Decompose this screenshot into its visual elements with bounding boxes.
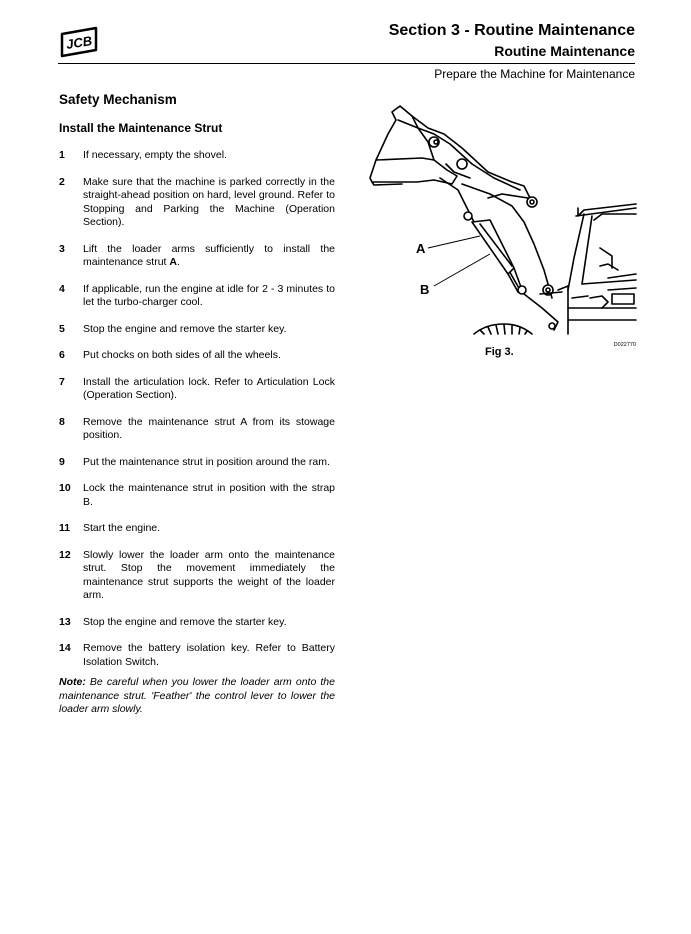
step-text-part: . [176, 256, 180, 268]
callout-b: B [420, 282, 430, 297]
step-text: Stop the engine and remove the starter key. [83, 615, 287, 628]
header-divider [58, 63, 635, 64]
step-6 [59, 349, 335, 363]
loader-arm-strut-illustration-icon [362, 98, 636, 348]
step-number: 13 [59, 615, 71, 628]
step-text: Slowly lower the loader arm onto the maintenance strut. Stop the movement immediately the maintenance strut supports the weight of the loader arm. [83, 548, 335, 601]
step-number: 6 [59, 349, 65, 361]
topic-title: Prepare the Machine for Maintenance [434, 67, 635, 81]
step-number: 11 [59, 522, 71, 534]
procedure-steps [59, 149, 335, 682]
step-number: 8 [59, 415, 65, 428]
subsection-title: Routine Maintenance [494, 43, 635, 59]
step-1 [59, 149, 335, 163]
section-title: Section 3 - Routine Maintenance [388, 22, 635, 39]
step-4 [59, 283, 335, 310]
step-number: 9 [59, 455, 65, 468]
step-9 [59, 456, 335, 470]
step-3 [59, 243, 335, 270]
figure-caption: Fig 3. [485, 346, 514, 358]
step-number: 3 [59, 242, 65, 255]
step-11 [59, 522, 335, 536]
step-text: Put the maintenance strut in position around the ram. [83, 455, 330, 468]
step-8 [59, 416, 335, 443]
note-label: Note: [59, 676, 86, 688]
step-text: Put chocks on both sides of all the wheels. [83, 349, 281, 361]
step-text [83, 243, 335, 270]
step-text: Start the engine. [83, 522, 161, 534]
jcb-logo-icon [58, 25, 100, 59]
step-number: 7 [59, 375, 65, 388]
note-text: Be careful when you lower the loader arm onto the maintenance strut. 'Feather' the control lever to lower the loader arm slowly. [59, 676, 335, 715]
logo-text: JCB [65, 33, 94, 52]
strut-label-ref: A [169, 256, 177, 268]
step-10 [59, 482, 335, 509]
step-13 [59, 616, 335, 630]
procedure-heading: Install the Maintenance Strut [59, 121, 223, 135]
step-14 [59, 642, 335, 669]
step-text: Stop the engine and remove the starter key. [83, 322, 287, 335]
safety-note [59, 676, 335, 717]
step-number: 14 [59, 642, 71, 654]
step-5 [59, 323, 335, 337]
step-2 [59, 176, 335, 230]
step-number: 12 [59, 548, 71, 561]
step-number: 1 [59, 149, 65, 161]
step-number: 2 [59, 175, 65, 188]
page-heading: Safety Mechanism [59, 92, 177, 107]
step-text: If applicable, run the engine at idle for 2 - 3 minutes to let the turbo-charger cool. [83, 282, 335, 308]
step-text: Install the articulation lock. Refer to Articulation Lock (Operation Section). [83, 375, 335, 401]
callout-a: A [416, 241, 426, 256]
step-12 [59, 549, 335, 603]
figure-ref: D022770 [613, 342, 636, 348]
step-number: 10 [59, 482, 71, 494]
step-text: Make sure that the machine is parked correctly in the straight-ahead position on hard, level ground. Refer to Stopping and Parking the Machine (Operation Section). [83, 175, 335, 228]
step-number: 5 [59, 322, 65, 335]
step-7 [59, 376, 335, 403]
step-text: If necessary, empty the shovel. [83, 149, 227, 161]
step-number: 4 [59, 282, 65, 295]
step-text: Remove the battery isolation key. Refer to Battery Isolation Switch. [83, 642, 335, 668]
step-text: Remove the maintenance strut A from its stowage position. [83, 415, 335, 441]
step-text: Lock the maintenance strut in position with the strap B. [83, 482, 335, 508]
step-text-part: Lift the loader arms sufficiently to install the maintenance strut [83, 242, 335, 268]
